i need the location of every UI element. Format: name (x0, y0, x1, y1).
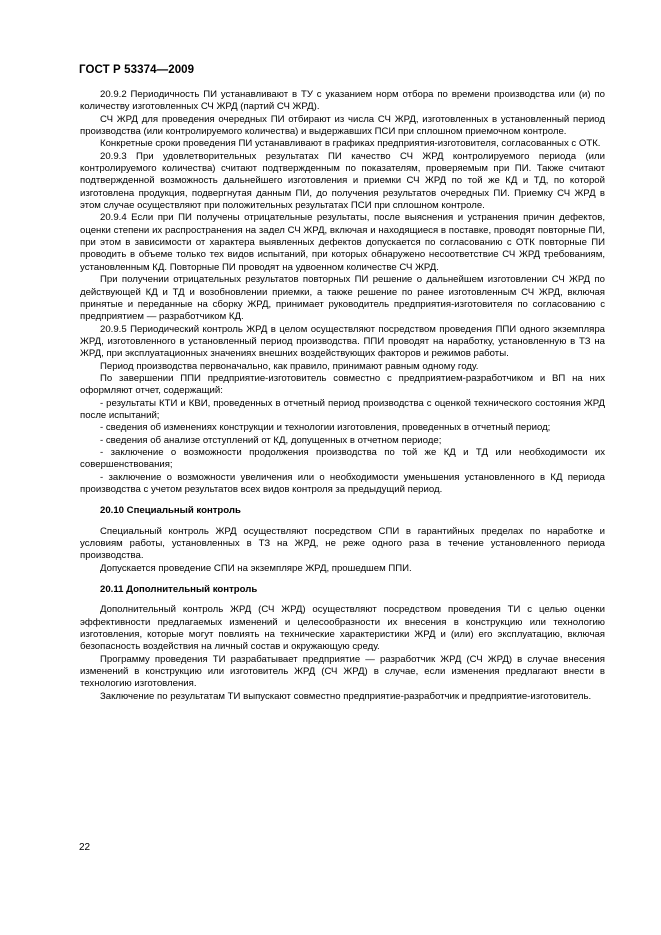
paragraph: Дополнительный контроль ЖРД (СЧ ЖРД) осуществляют посредством проведения ТИ с целью оценки эффективности предлагаемых изменений и целесообразности их внесения в конструкцию или технологию изготовления, которые могут повлиять на технические характеристики ЖРД и (или) его эксплуатацию, включая безопасность воздействия на личный состав и окружающую среду. (80, 604, 605, 653)
page-number: 22 (79, 842, 91, 853)
paragraph: При получении отрицательных результатов повторных ПИ решение о дальнейшем изготовлении СЧ ЖРД по действующей КД и ТД и возобновлении приемки, а также решение по ранее изготовленным СЧ ЖРД, включая принятые и переданные на сборку ЖРД, принимает руководитель предприятия-изготовителя по согласованию с предприятием — разработчиком КД. (80, 274, 605, 323)
paragraph: Период производства первоначально, как правило, принимают равным одному году. (100, 360, 479, 372)
section-heading-additional-control: 20.11 Дополнительный контроль (100, 584, 258, 596)
paragraph: Конкретные сроки проведения ПИ устанавливают в графиках предприятия-изготовителя, согласованных с ОТК. (100, 138, 601, 150)
list-item: - результаты КТИ и КВИ, проведенных в отчетный период производства с оценкой технического состояния ЖРД после испытаний; (80, 397, 605, 421)
paragraph: 20.9.4 Если при ПИ получены отрицательные результаты, после выяснения и устранения причин дефектов, оценки степени их распространения на задел СЧ ЖРД, включая и находящиеся в поставке, проводят повторные ПИ, при этом в зависимости от характера выявленных дефектов допускается по согласованию с ОТК повторные ПИ проводить в объеме только тех видов испытаний, при которых обнаружено несоответствие СЧ ЖРД требованиям, установленным КД. Повторные ПИ проводят на удвоенном количестве СЧ ЖРД. (80, 212, 605, 273)
paragraph: По завершении ППИ предприятие-изготовитель совместно с предприятием-разработчиком и ВП на них оформляют отчет, содержащий: (80, 372, 605, 397)
section-heading-special-control: 20.10 Специальный контроль (100, 505, 241, 517)
paragraph: СЧ ЖРД для проведения очередных ПИ отбирают из числа СЧ ЖРД, изготовленных в установленный период производства (или контролируемого количества) и выдержавших ПСИ при сплошном приемочном контроле. (80, 113, 605, 138)
paragraph: Допускается проведение СПИ на экземпляре ЖРД, прошедшем ППИ. (100, 562, 412, 574)
list-item: - сведения об анализе отступлений от КД, допущенных в отчетном периоде; (100, 434, 442, 446)
document-header: ГОСТ Р 53374—2009 (79, 64, 195, 76)
paragraph: Специальный контроль ЖРД осуществляют посредством СПИ в гарантийных пределах по наработке и условиям работы, установленных в ТЗ на ЖРД, не реже одного раза в течение установленного периода производства. (80, 525, 605, 562)
paragraph: 20.9.3 При удовлетворительных результатах ПИ качество СЧ ЖРД контролируемого периода (или контролируемого количества) считают подтвержденным по показателям, проверяемым при ПИ. Также считают подтвержденной возможность дальнейшего изготовления и приемки СЧ ЖРД по той же КД и ТД, по которой изготовлена продукция, подвергнутая данным ПИ, до получения результатов очередных ПИ. Приемку СЧ ЖРД в этом случае осуществляют при положительных результатах ПСИ при сплошном контроле. (80, 150, 605, 212)
list-item: - заключение о возможности продолжения производства по той же КД и ТД или необходимости их совершенствования; (80, 446, 605, 471)
paragraph: Программу проведения ТИ разрабатывает предприятие — разработчик ЖРД (СЧ ЖРД) в случае внесения изменений в конструкцию или изготовитель ЖРД (СЧ ЖРД) в случае, если изменения предлагают внести в технологию изготовления. (80, 653, 605, 690)
document-body (80, 89, 605, 703)
list-item: - заключение о возможности увеличения или о необходимости уменьшения установленного в КД периода производства с учетом результатов всех видов контроля за предыдущий период. (80, 471, 605, 495)
paragraph: Заключение по результатам ТИ выпускают совместно предприятие-разработчик и предприятие-изготовитель. (100, 690, 592, 702)
paragraph: 20.9.2 Периодичность ПИ устанавливают в ТУ с указанием норм отбора по времени производства или (и) по количеству изготовленных СЧ ЖРД (партий СЧ ЖРД). (80, 89, 605, 113)
list-item: - сведения об изменениях конструкции и технологии изготовления, проведенных в отчетный период; (100, 422, 551, 434)
paragraph: 20.9.5 Периодический контроль ЖРД в целом осуществляют посредством проведения ППИ одного экземпляра ЖРД, изготовленного в установленный период производства. ППИ проводят на наработку, установленную в ТЗ на ЖРД, при эксплуатационных значениях внешних воздействующих факторов и режимов работы. (80, 323, 605, 360)
